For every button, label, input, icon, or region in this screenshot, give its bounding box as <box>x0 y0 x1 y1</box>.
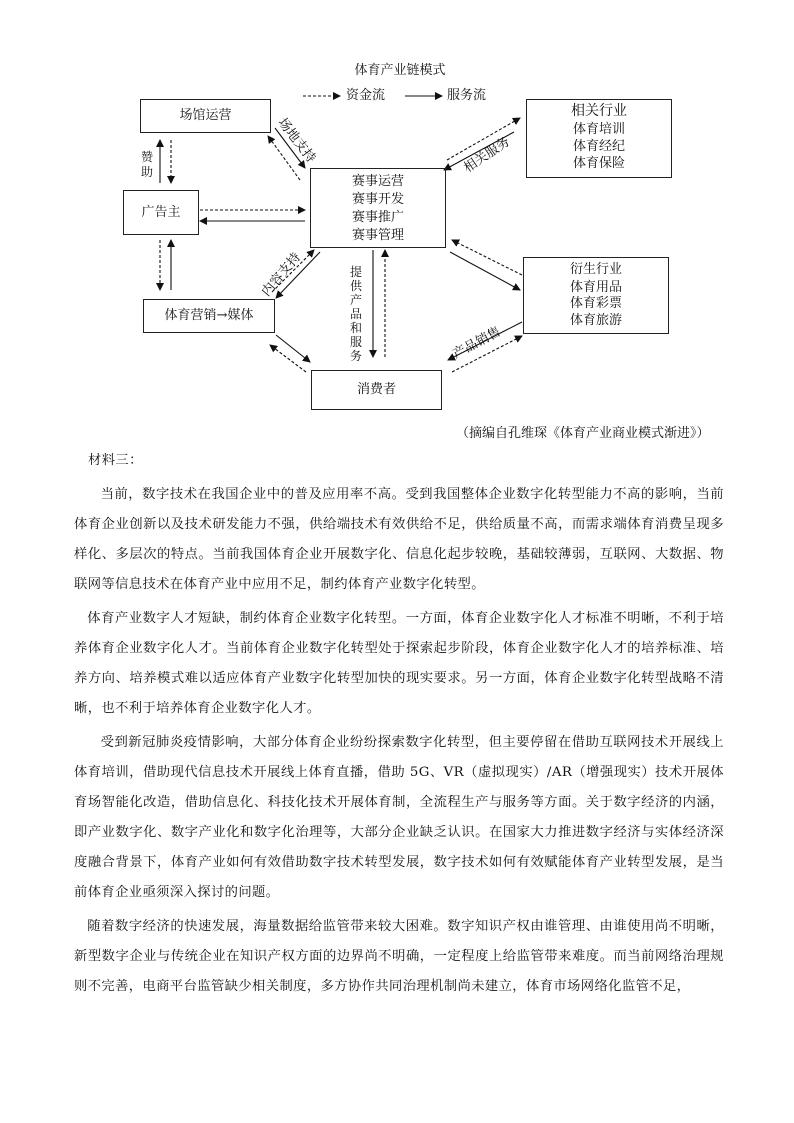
arrow-consumer-marketing <box>270 345 306 372</box>
diagram-title: 体育产业链模式 <box>354 63 446 78</box>
legend-capital-flow: 资金流 <box>346 88 386 103</box>
node-marketing-label: 体育营销→媒体 <box>164 308 254 323</box>
node-derivative-box <box>523 257 669 334</box>
paragraph-1: 当前，数字技术在我国企业中的普及应用率不高。受到我国整体企业数字化转型能力不高的影响，当前体育企业创新以及技术研发能力不强，供给端技术有效供给不足，供给质量不高，而需求端体育消费呈现多样化、多层次的特点。当前我国体育企业开展数字化、信息化起步较晚，基础较薄弱，互联网、大数据、物联网等信息技术在体育产业中应用不足，制约体育产业数字化转型。 <box>74 487 724 592</box>
edge-label-related-service: 相关服务 <box>461 134 513 176</box>
node-venue-label: 场馆运营 <box>179 108 232 123</box>
edge-label-sponsor: 赞助 <box>140 150 153 179</box>
arrow-derivative-event <box>452 240 522 275</box>
material-label: 材料三： <box>88 453 143 468</box>
edge-label-venue-support: 场地支持 <box>274 115 319 166</box>
node-advertiser-box <box>123 190 199 235</box>
node-related-item: 体育培训 <box>572 122 625 137</box>
node-related-box <box>526 99 672 178</box>
node-event-title: 赛事运营 <box>351 174 404 189</box>
node-derivative-item: 体育彩票 <box>569 296 622 311</box>
legend-service-flow: 服务流 <box>447 88 487 103</box>
arrow-event-derivative <box>450 252 520 290</box>
arrow-marketing-consumer <box>276 335 310 362</box>
node-derivative-item: 体育用品 <box>569 280 622 295</box>
node-event-item: 赛事推广 <box>351 210 404 225</box>
paragraph-3: 受到新冠肺炎疫情影响，大部分体育企业纷纷探索数字化转型，但主要停留在借助互联网技术开展线上体育培训，借助现代信息技术开展线上体育直播，借助 5G、VR（虚拟现实）/AR（增强现实）技术开展体育场智能化改造，借助信息化、科技化技术开展体育制，全流程生产与服务等方面。关于数字经济的内涵，即产业数字化、数字产业化和数字化治理等，大部分企业缺乏认识。在国家大力推进数字经济与实体经济深度融合背景下，体育产业如何有效借助数字技术转型发展，数字技术如何有效赋能体育产业转型发展，是当前体育企业亟须深入探讨的问题。 <box>74 735 724 900</box>
node-event-box <box>310 168 446 248</box>
node-consumer-box <box>311 370 442 410</box>
diagram-source: （摘编自孔维琛《体育产业商业模式渐进》） <box>456 426 710 441</box>
node-venue-box <box>140 99 271 133</box>
node-derivative-item: 体育旅游 <box>569 313 622 328</box>
node-related-item: 体育保险 <box>572 156 625 171</box>
node-related-title: 相关行业 <box>571 103 627 119</box>
edge-label-provide: 提供产品和服务 <box>349 265 362 363</box>
edge-label-product-sales: 产品销售 <box>450 324 504 363</box>
node-marketing-box <box>143 299 275 333</box>
node-event-item: 赛事管理 <box>351 228 404 243</box>
paragraph-4: 随着数字经济的快速发展，海量数据给监管带来较大困难。数字知识产权由谁管理、由谁使用尚不明晰，新型数字企业与传统企业在知识产权方面的边界尚不明确，一定程度上给监管带来难度。而当前网络治理规则不完善，电商平台监管缺少相关制度，多方协作共同治理机制尚未建立，体育市场网络化监管不足， <box>74 919 724 994</box>
paragraph-2: 体育产业数字人才短缺，制约体育企业数字化转型。一方面，体育企业数字化人才标准不明晰，不利于培养体育企业数字化人才。当前体育企业数字化转型处于探索起步阶段，体育企业数字化人才的培养标准、培养方向、培养模式难以适应体育产业数字化转型加快的现实要求。另一方面，体育企业数字化转型战略不清晰，也不利于培养体育企业数字化人才。 <box>74 611 724 716</box>
node-consumer-label: 消费者 <box>356 382 396 397</box>
node-related-item: 体育经纪 <box>572 139 625 154</box>
edge-label-content-support: 内容支持 <box>259 250 305 300</box>
node-derivative-title: 衍生行业 <box>569 262 622 277</box>
node-event-item: 赛事开发 <box>351 192 404 207</box>
node-advertiser-label: 广告主 <box>141 205 181 220</box>
